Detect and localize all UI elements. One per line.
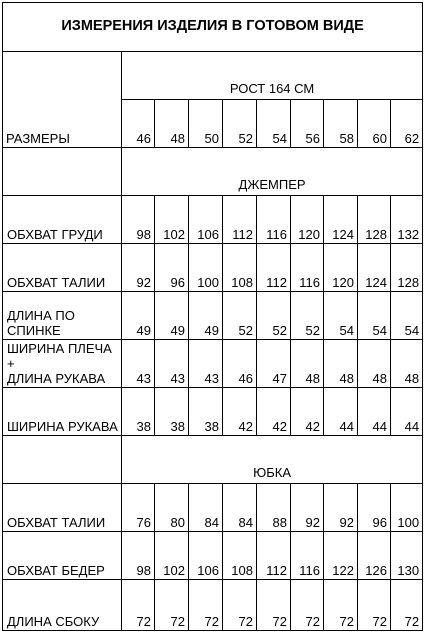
size-cell: 46 <box>122 100 155 148</box>
measurement-value: 72 <box>391 580 423 631</box>
measurement-value: 108 <box>223 532 257 580</box>
measurement-value: 54 <box>391 292 423 340</box>
measurement-value: 49 <box>189 292 223 340</box>
measurement-label-line: ДЛИНА РУКАВА <box>7 371 106 386</box>
measurement-value: 38 <box>189 388 223 436</box>
measurement-value: 44 <box>358 388 391 436</box>
measurement-value: 84 <box>189 484 223 532</box>
measurement-value: 38 <box>122 388 155 436</box>
measurement-value: 122 <box>324 532 358 580</box>
skirt-header-blank <box>3 436 122 484</box>
measurement-value: 72 <box>189 580 223 631</box>
measurement-value: 98 <box>122 196 155 244</box>
measurement-value: 106 <box>189 196 223 244</box>
measurement-value: 47 <box>257 340 291 388</box>
measurement-label-line: СПИНКЕ <box>7 323 61 338</box>
measurement-value: 124 <box>358 244 391 292</box>
measurement-value: 38 <box>155 388 189 436</box>
measurement-value: 48 <box>358 340 391 388</box>
jumper-header-blank <box>3 148 122 196</box>
size-chart <box>2 2 422 634</box>
measurement-label-line: ОБХВАТ БЕДЕР <box>7 563 105 578</box>
size-cell: 54 <box>257 100 291 148</box>
measurement-value: 106 <box>189 532 223 580</box>
measurement-label <box>3 532 122 580</box>
size-cell: 60 <box>358 100 391 148</box>
measurement-value: 126 <box>358 532 391 580</box>
measurement-value: 102 <box>155 532 189 580</box>
measurement-value: 49 <box>122 292 155 340</box>
measurement-value: 98 <box>122 532 155 580</box>
measurement-value: 46 <box>223 340 257 388</box>
measurement-value: 54 <box>324 292 358 340</box>
measurement-label-line: ОБХВАТ ТАЛИИ <box>7 275 106 290</box>
measurement-value: 128 <box>391 244 423 292</box>
measurement-value: 120 <box>291 196 324 244</box>
measurement-value: 72 <box>291 580 324 631</box>
measurement-value: 112 <box>223 196 257 244</box>
measurement-value: 116 <box>291 244 324 292</box>
size-cell: 58 <box>324 100 358 148</box>
measurement-value: 72 <box>257 580 291 631</box>
measurement-value: 42 <box>223 388 257 436</box>
measurement-value: 49 <box>155 292 189 340</box>
height-header: РОСТ 164 СМ <box>122 52 423 100</box>
measurement-value: 48 <box>324 340 358 388</box>
measurement-label <box>3 292 122 340</box>
measurements-table <box>2 2 423 631</box>
measurement-value: 120 <box>324 244 358 292</box>
measurement-value: 130 <box>391 532 423 580</box>
jumper-measurement-row <box>3 244 423 292</box>
measurement-value: 42 <box>291 388 324 436</box>
measurement-value: 112 <box>257 532 291 580</box>
height-header-row <box>3 52 423 100</box>
title-row <box>3 3 423 52</box>
measurement-value: 54 <box>358 292 391 340</box>
measurement-value: 43 <box>155 340 189 388</box>
measurement-value: 88 <box>257 484 291 532</box>
table-title: ИЗМЕРЕНИЯ ИЗДЕЛИЯ В ГОТОВОМ ВИДЕ <box>3 3 423 52</box>
measurement-label <box>3 340 122 388</box>
measurement-value: 128 <box>358 196 391 244</box>
measurement-value: 116 <box>257 196 291 244</box>
measurement-value: 72 <box>155 580 189 631</box>
size-cell: 56 <box>291 100 324 148</box>
jumper-header-row <box>3 148 423 196</box>
sizes-label: РАЗМЕРЫ <box>6 131 70 146</box>
skirt-measurement-row <box>3 532 423 580</box>
measurement-value: 48 <box>291 340 324 388</box>
measurement-value: 72 <box>223 580 257 631</box>
measurement-value: 80 <box>155 484 189 532</box>
measurement-label-line: ДЛИНА ПО <box>7 308 75 323</box>
measurement-value: 72 <box>122 580 155 631</box>
measurement-value: 72 <box>358 580 391 631</box>
measurement-label <box>3 244 122 292</box>
measurement-value: 72 <box>324 580 358 631</box>
jumper-section-label: ДЖЕМПЕР <box>122 148 423 196</box>
measurement-value: 96 <box>155 244 189 292</box>
measurement-label <box>3 580 122 631</box>
measurement-value: 132 <box>391 196 423 244</box>
measurement-label <box>3 388 122 436</box>
measurement-label-line: ОБХВАТ ТАЛИИ <box>7 515 106 530</box>
measurement-value: 43 <box>189 340 223 388</box>
jumper-measurement-row <box>3 340 423 388</box>
measurement-value: 84 <box>223 484 257 532</box>
skirt-section-label: ЮБКА <box>122 436 423 484</box>
measurement-value: 92 <box>324 484 358 532</box>
skirt-measurement-row <box>3 580 423 631</box>
jumper-measurement-row <box>3 196 423 244</box>
measurement-value: 52 <box>257 292 291 340</box>
size-cell: 50 <box>189 100 223 148</box>
measurement-label-line: ШИРИНА РУКАВА <box>7 419 118 434</box>
measurement-label-line: ДЛИНА СБОКУ <box>7 614 100 629</box>
measurement-value: 76 <box>122 484 155 532</box>
measurement-value: 108 <box>223 244 257 292</box>
measurement-value: 124 <box>324 196 358 244</box>
measurement-value: 48 <box>391 340 423 388</box>
skirt-header-row <box>3 436 423 484</box>
size-cell: 62 <box>391 100 423 148</box>
measurement-label-line: ШИРИНА ПЛЕЧА + <box>7 341 112 371</box>
measurement-value: 52 <box>223 292 257 340</box>
measurement-value: 100 <box>391 484 423 532</box>
jumper-measurement-row <box>3 292 423 340</box>
measurement-value: 102 <box>155 196 189 244</box>
measurement-value: 116 <box>291 532 324 580</box>
sizes-label-cell <box>3 52 122 148</box>
measurement-label <box>3 196 122 244</box>
measurement-value: 96 <box>358 484 391 532</box>
measurement-value: 43 <box>122 340 155 388</box>
measurement-value: 92 <box>291 484 324 532</box>
measurement-value: 52 <box>291 292 324 340</box>
skirt-measurement-row <box>3 484 423 532</box>
measurement-label-line: ОБХВАТ ГРУДИ <box>7 227 103 242</box>
measurement-value: 112 <box>257 244 291 292</box>
measurement-value: 92 <box>122 244 155 292</box>
measurement-label <box>3 484 122 532</box>
measurement-value: 100 <box>189 244 223 292</box>
measurement-value: 42 <box>257 388 291 436</box>
size-cell: 48 <box>155 100 189 148</box>
size-cell: 52 <box>223 100 257 148</box>
jumper-measurement-row <box>3 388 423 436</box>
measurement-value: 44 <box>391 388 423 436</box>
measurement-value: 44 <box>324 388 358 436</box>
